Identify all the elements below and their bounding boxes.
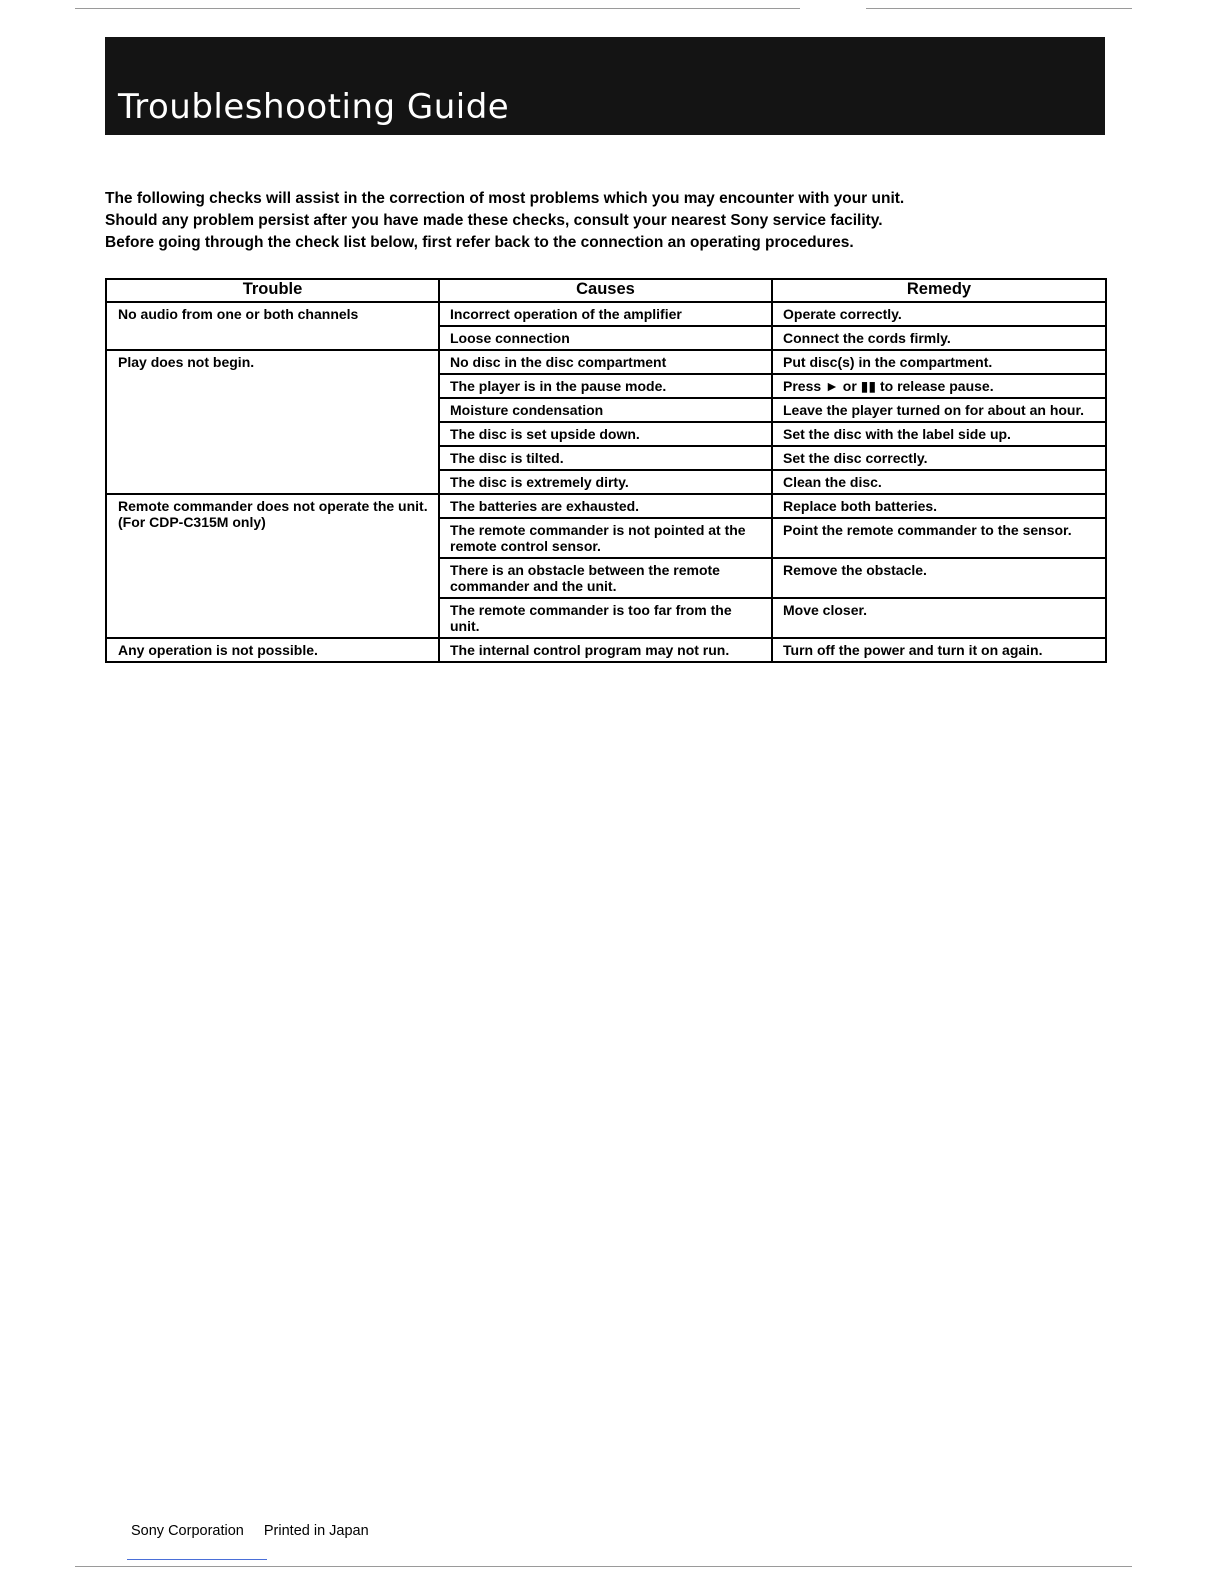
page-title: Troubleshooting Guide — [118, 87, 510, 127]
cause-cell: Moisture condensation — [439, 398, 772, 422]
cause-cell: There is an obstacle between the remote commander and the unit. — [439, 558, 772, 598]
remedy-cell: Turn off the power and turn it on again. — [772, 638, 1106, 662]
intro-line: The following checks will assist in the correction of most problems which you may encounter with your unit. — [105, 190, 905, 207]
table-row — [106, 350, 1106, 374]
cause-cell: The disc is extremely dirty. — [439, 470, 772, 494]
trouble-cell: Play does not begin. — [106, 350, 439, 494]
remedy-cell: Put disc(s) in the compartment. — [772, 350, 1106, 374]
header-causes: Causes — [439, 279, 772, 302]
footer-company: Sony Corporation — [131, 1523, 244, 1539]
trouble-cell: Remote commander does not operate the unit. (For CDP-C315M only) — [106, 494, 439, 638]
cause-cell: The batteries are exhausted. — [439, 494, 772, 518]
remedy-cell: Clean the disc. — [772, 470, 1106, 494]
intro-text — [105, 188, 1105, 254]
cause-cell: Incorrect operation of the amplifier — [439, 302, 772, 326]
bottom-rule — [75, 1566, 1132, 1567]
troubleshooting-table — [105, 278, 1107, 663]
remedy-cell: Operate correctly. — [772, 302, 1106, 326]
remedy-cell: Leave the player turned on for about an hour. — [772, 398, 1106, 422]
remedy-cell: Connect the cords firmly. — [772, 326, 1106, 350]
header-remedy: Remedy — [772, 279, 1106, 302]
cause-cell: Loose connection — [439, 326, 772, 350]
cause-cell: The remote commander is not pointed at the remote control sensor. — [439, 518, 772, 558]
cause-cell: The remote commander is too far from the unit. — [439, 598, 772, 638]
top-rule-left — [75, 8, 800, 9]
footer-printed: Printed in Japan — [263, 1523, 369, 1539]
remedy-cell: Press ► or ▮▮ to release pause. — [772, 374, 1106, 398]
intro-line: Should any problem persist after you have made these checks, consult your nearest Sony service facility. — [105, 212, 883, 229]
table-row — [106, 494, 1106, 518]
table-row — [106, 638, 1106, 662]
cause-cell: The player is in the pause mode. — [439, 374, 772, 398]
cause-cell: The internal control program may not run. — [439, 638, 772, 662]
table-header-row — [106, 279, 1106, 302]
trouble-cell: No audio from one or both channels — [106, 302, 439, 350]
remedy-cell: Point the remote commander to the sensor. — [772, 518, 1106, 558]
page-header — [105, 37, 1105, 135]
top-rule-right — [866, 8, 1132, 9]
remedy-cell: Set the disc correctly. — [772, 446, 1106, 470]
header-trouble: Trouble — [106, 279, 439, 302]
cause-cell: The disc is tilted. — [439, 446, 772, 470]
intro-line: Before going through the check list below, first refer back to the connection an operating procedures. — [105, 234, 854, 251]
remedy-cell: Remove the obstacle. — [772, 558, 1106, 598]
remedy-cell: Move closer. — [772, 598, 1106, 638]
footer-underline — [127, 1559, 267, 1560]
page-footer — [131, 1523, 369, 1539]
remedy-cell: Set the disc with the label side up. — [772, 422, 1106, 446]
remedy-cell: Replace both batteries. — [772, 494, 1106, 518]
cause-cell: No disc in the disc compartment — [439, 350, 772, 374]
cause-cell: The disc is set upside down. — [439, 422, 772, 446]
trouble-cell: Any operation is not possible. — [106, 638, 439, 662]
table-row — [106, 302, 1106, 326]
